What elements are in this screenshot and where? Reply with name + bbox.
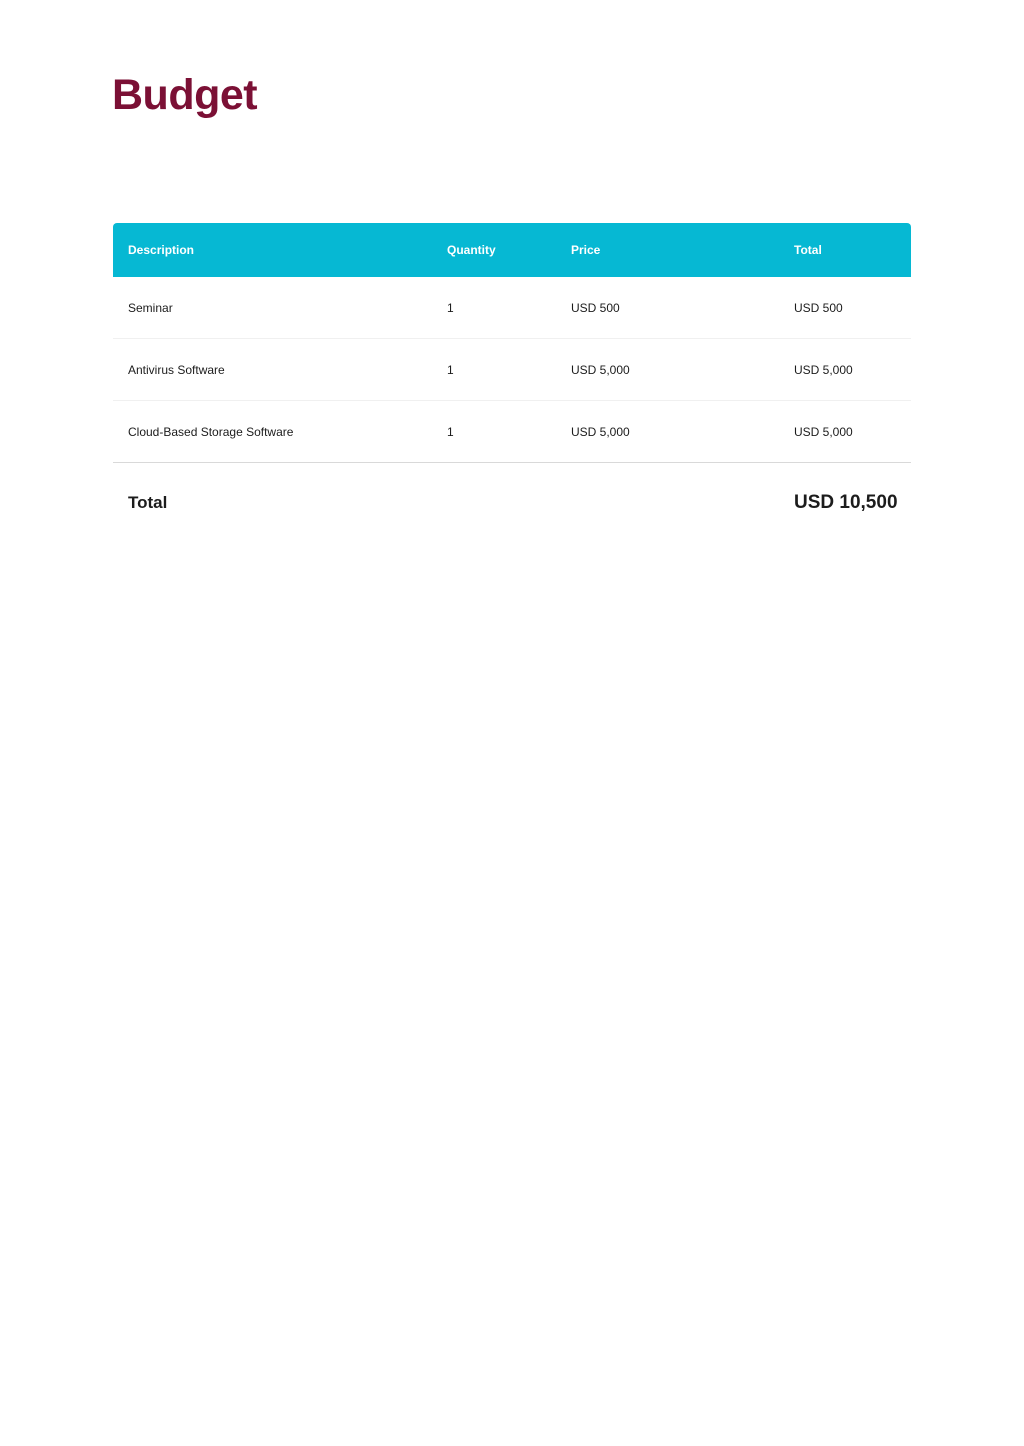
table-row xyxy=(113,339,911,401)
row-total: USD 500 xyxy=(794,300,843,315)
row-price: USD 5,000 xyxy=(571,362,630,377)
row-description: Cloud-Based Storage Software xyxy=(128,424,294,439)
total-label: Total xyxy=(128,493,168,512)
row-quantity: 1 xyxy=(447,300,454,315)
header-quantity: Quantity xyxy=(447,243,496,257)
row-total: USD 5,000 xyxy=(794,362,853,377)
row-description: Seminar xyxy=(128,300,173,315)
total-value: USD 10,500 xyxy=(794,492,898,513)
header-total: Total xyxy=(794,243,822,257)
header-price: Price xyxy=(571,243,601,257)
row-price: USD 5,000 xyxy=(571,424,630,439)
table-row xyxy=(113,277,911,339)
row-price: USD 500 xyxy=(571,300,620,315)
total-row xyxy=(113,463,911,543)
table-row xyxy=(113,401,911,463)
row-total: USD 5,000 xyxy=(794,424,853,439)
budget-table xyxy=(113,223,911,543)
page-title: Budget xyxy=(112,71,258,119)
row-description: Antivirus Software xyxy=(128,362,225,377)
row-quantity: 1 xyxy=(447,424,454,439)
row-quantity: 1 xyxy=(447,362,454,377)
table-header xyxy=(113,223,911,277)
header-description: Description xyxy=(128,243,195,257)
